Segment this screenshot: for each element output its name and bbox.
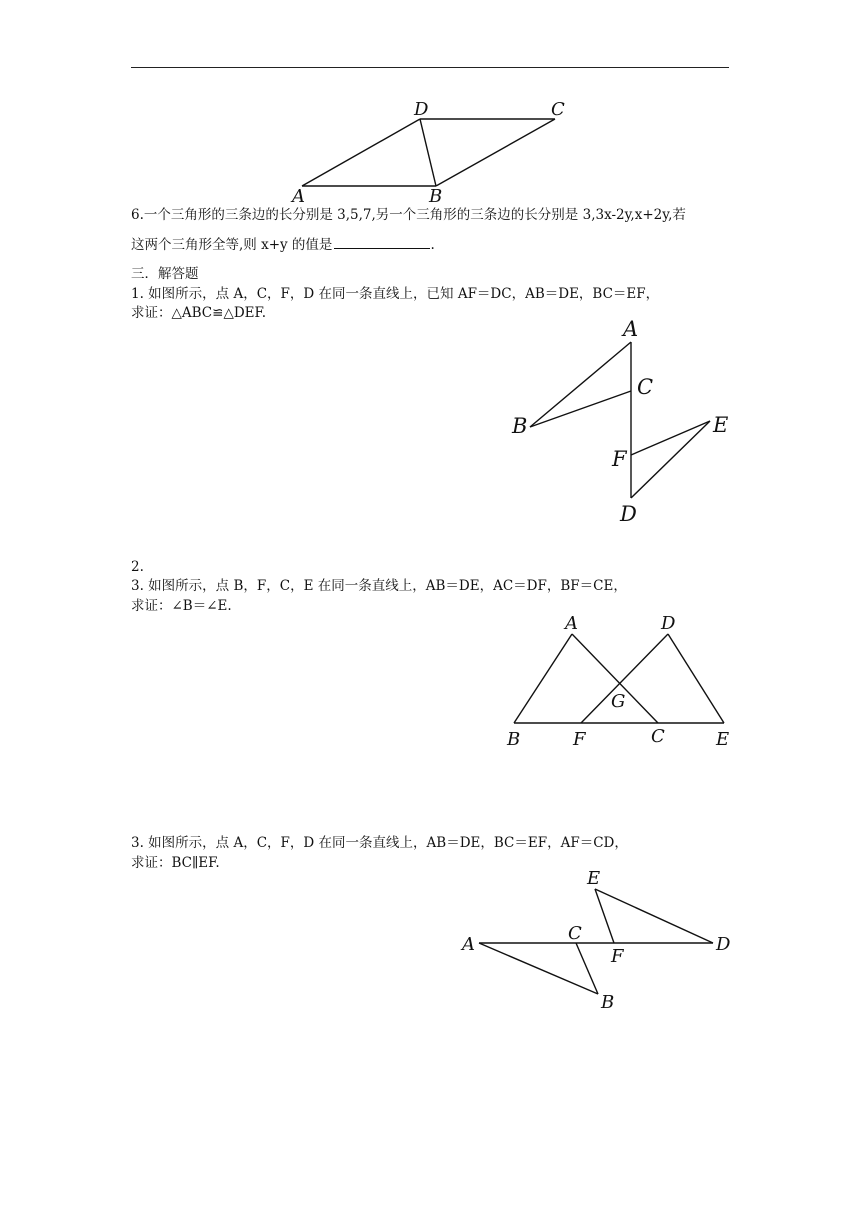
label-a: A [462, 934, 475, 955]
label-g: G [611, 691, 626, 712]
q6-line1: 6.一个三角形的三条边的长分别是 3,5,7,另一个三角形的三条边的长分别是 3,3x-2y,x+2y,若 [131, 207, 686, 223]
label-e: E [713, 413, 729, 437]
label-c: C [551, 99, 565, 120]
p3a-line2: 求证：∠B＝∠E. [131, 598, 232, 614]
label-d: D [414, 99, 429, 120]
label-c: C [568, 923, 582, 944]
p1-line1: 1. 如图所示，点 A，C，F，D 在同一条直线上，已知 AF＝DC，AB＝DE，BC＝EF， [131, 286, 660, 302]
p1-line2: 求证：△ABC≌△DEF. [131, 305, 267, 321]
label-b: B [507, 729, 521, 750]
p3b-line2: 求证：BC∥EF. [131, 855, 220, 871]
label-f: F [611, 946, 624, 967]
label-d: D [661, 613, 676, 634]
label-b: B [429, 186, 443, 207]
label-f: F [612, 447, 627, 471]
label-a: A [292, 186, 305, 207]
label-e: E [587, 868, 601, 889]
label-d: D [620, 502, 637, 526]
p3a-line1: 3. 如图所示，点 B，F，C，E 在同一条直线上，AB＝DE，AC＝DF，BF＝CE， [131, 578, 627, 594]
section-title: 三．解答题 [131, 266, 199, 282]
label-d: D [716, 934, 731, 955]
label-f: F [573, 729, 586, 750]
p2-number: 2. [131, 559, 144, 575]
label-e: E [716, 729, 730, 750]
label-b: B [601, 992, 615, 1013]
q6-line2-text: 这两个三角形全等,则 x+y 的值是 [131, 237, 333, 253]
label-c: C [637, 375, 654, 399]
label-a: A [565, 613, 578, 634]
q6-line2-end: . [430, 237, 435, 253]
segment-ab [479, 943, 598, 994]
label-c: C [651, 726, 665, 747]
p3b-line1: 3. 如图所示，点 A，C，F，D 在同一条直线上，AB＝DE，BC＝EF，AF＝CD， [131, 835, 628, 851]
label-a: A [623, 317, 639, 341]
segment-ed [595, 889, 713, 943]
label-b: B [512, 414, 528, 438]
